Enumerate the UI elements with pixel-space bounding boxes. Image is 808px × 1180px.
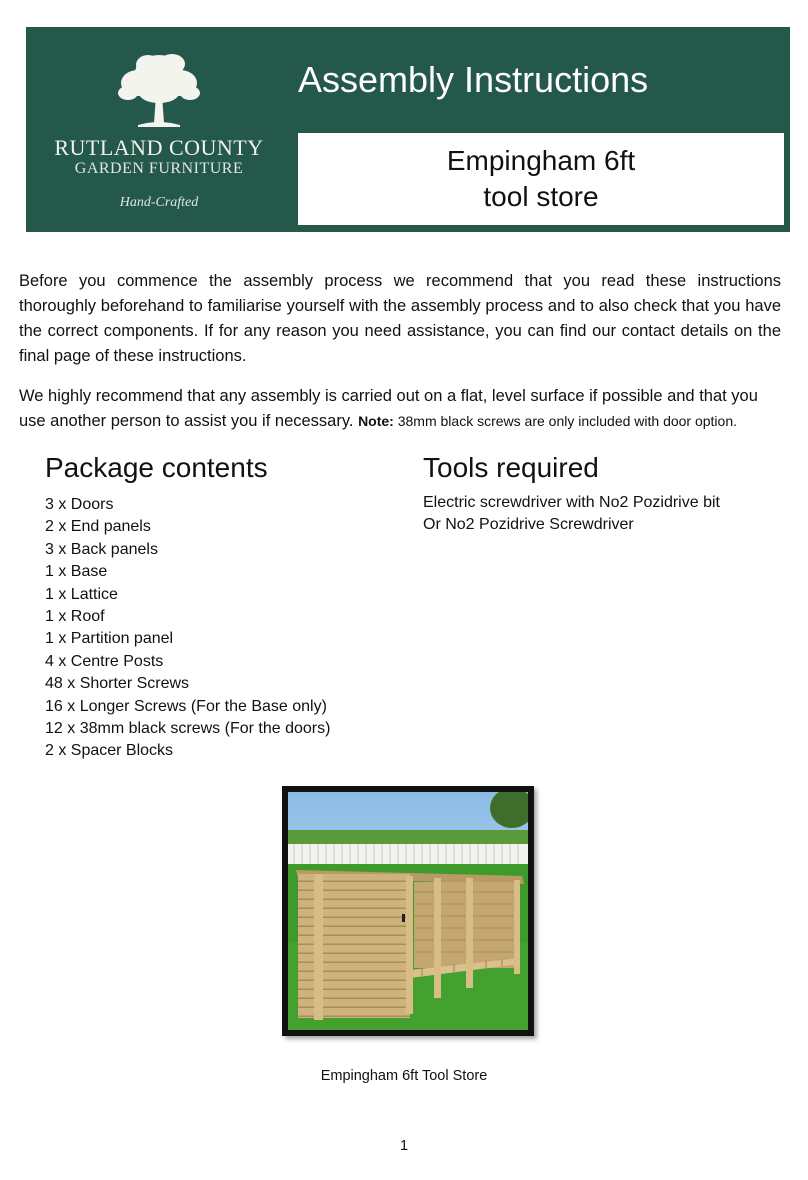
page-number: 1 [399, 1138, 409, 1154]
advice-text: We highly recommend that any assembly is carried out on a flat, level surface if possible and that you use another person to assist you if necessary. [19, 387, 758, 430]
tool-item: Or No2 Pozidrive Screwdriver [423, 516, 634, 534]
package-contents-heading: Package contents [45, 452, 268, 483]
product-photo [282, 786, 534, 1036]
brand-tagline: Hand-Crafted [119, 195, 199, 210]
tools-required-heading: Tools required [423, 452, 599, 483]
brand-name-line2: GARDEN FURNITURE [74, 160, 244, 177]
package-item: 2 x Spacer Blocks [45, 742, 174, 760]
package-item: 4 x Centre Posts [45, 652, 164, 670]
tools-required-list [423, 492, 720, 537]
note-label: Note: [358, 413, 394, 429]
product-title-line1: Empingham 6ft [446, 145, 636, 176]
package-item: 1 x Lattice [45, 585, 118, 603]
package-item: 48 x Shorter Screws [45, 675, 190, 693]
package-item: 1 x Partition panel [45, 630, 174, 648]
tool-item: Electric screwdriver with No2 Pozidrive bit [423, 494, 720, 511]
brand-name-line1: RUTLAND COUNTY [54, 135, 264, 160]
page-title: Assembly Instructions [298, 59, 649, 100]
package-item: 1 x Base [45, 563, 108, 581]
package-contents-list [45, 494, 330, 763]
oak-tree-icon [116, 49, 202, 131]
package-item: 12 x 38mm black screws (For the doors) [45, 719, 331, 737]
note [358, 413, 737, 429]
photo-caption: Empingham 6ft Tool Store [320, 1068, 488, 1084]
note-text: 38mm black screws are only included with door option. [397, 413, 738, 429]
package-item: 16 x Longer Screws (For the Base only) [45, 697, 327, 715]
package-item: 2 x End panels [45, 518, 151, 536]
company-logo [26, 27, 292, 232]
tool-store-illustration [288, 792, 528, 1030]
product-title-box [296, 131, 786, 227]
advice-paragraph [19, 384, 789, 434]
header-banner [26, 27, 790, 232]
product-title-line2: tool store [483, 181, 599, 212]
package-item: 1 x Roof [45, 607, 105, 625]
package-item: 3 x Back panels [45, 540, 158, 558]
intro-paragraph: Before you commence the assembly process we recommend that you read these instructions thoroughly beforehand to familiarise yourself with the assembly process and to also check that you have the correct components. If for any reason you need assistance, you can find our contact details on the final page of these instructions. [19, 272, 781, 365]
package-item: 3 x Doors [45, 496, 114, 513]
